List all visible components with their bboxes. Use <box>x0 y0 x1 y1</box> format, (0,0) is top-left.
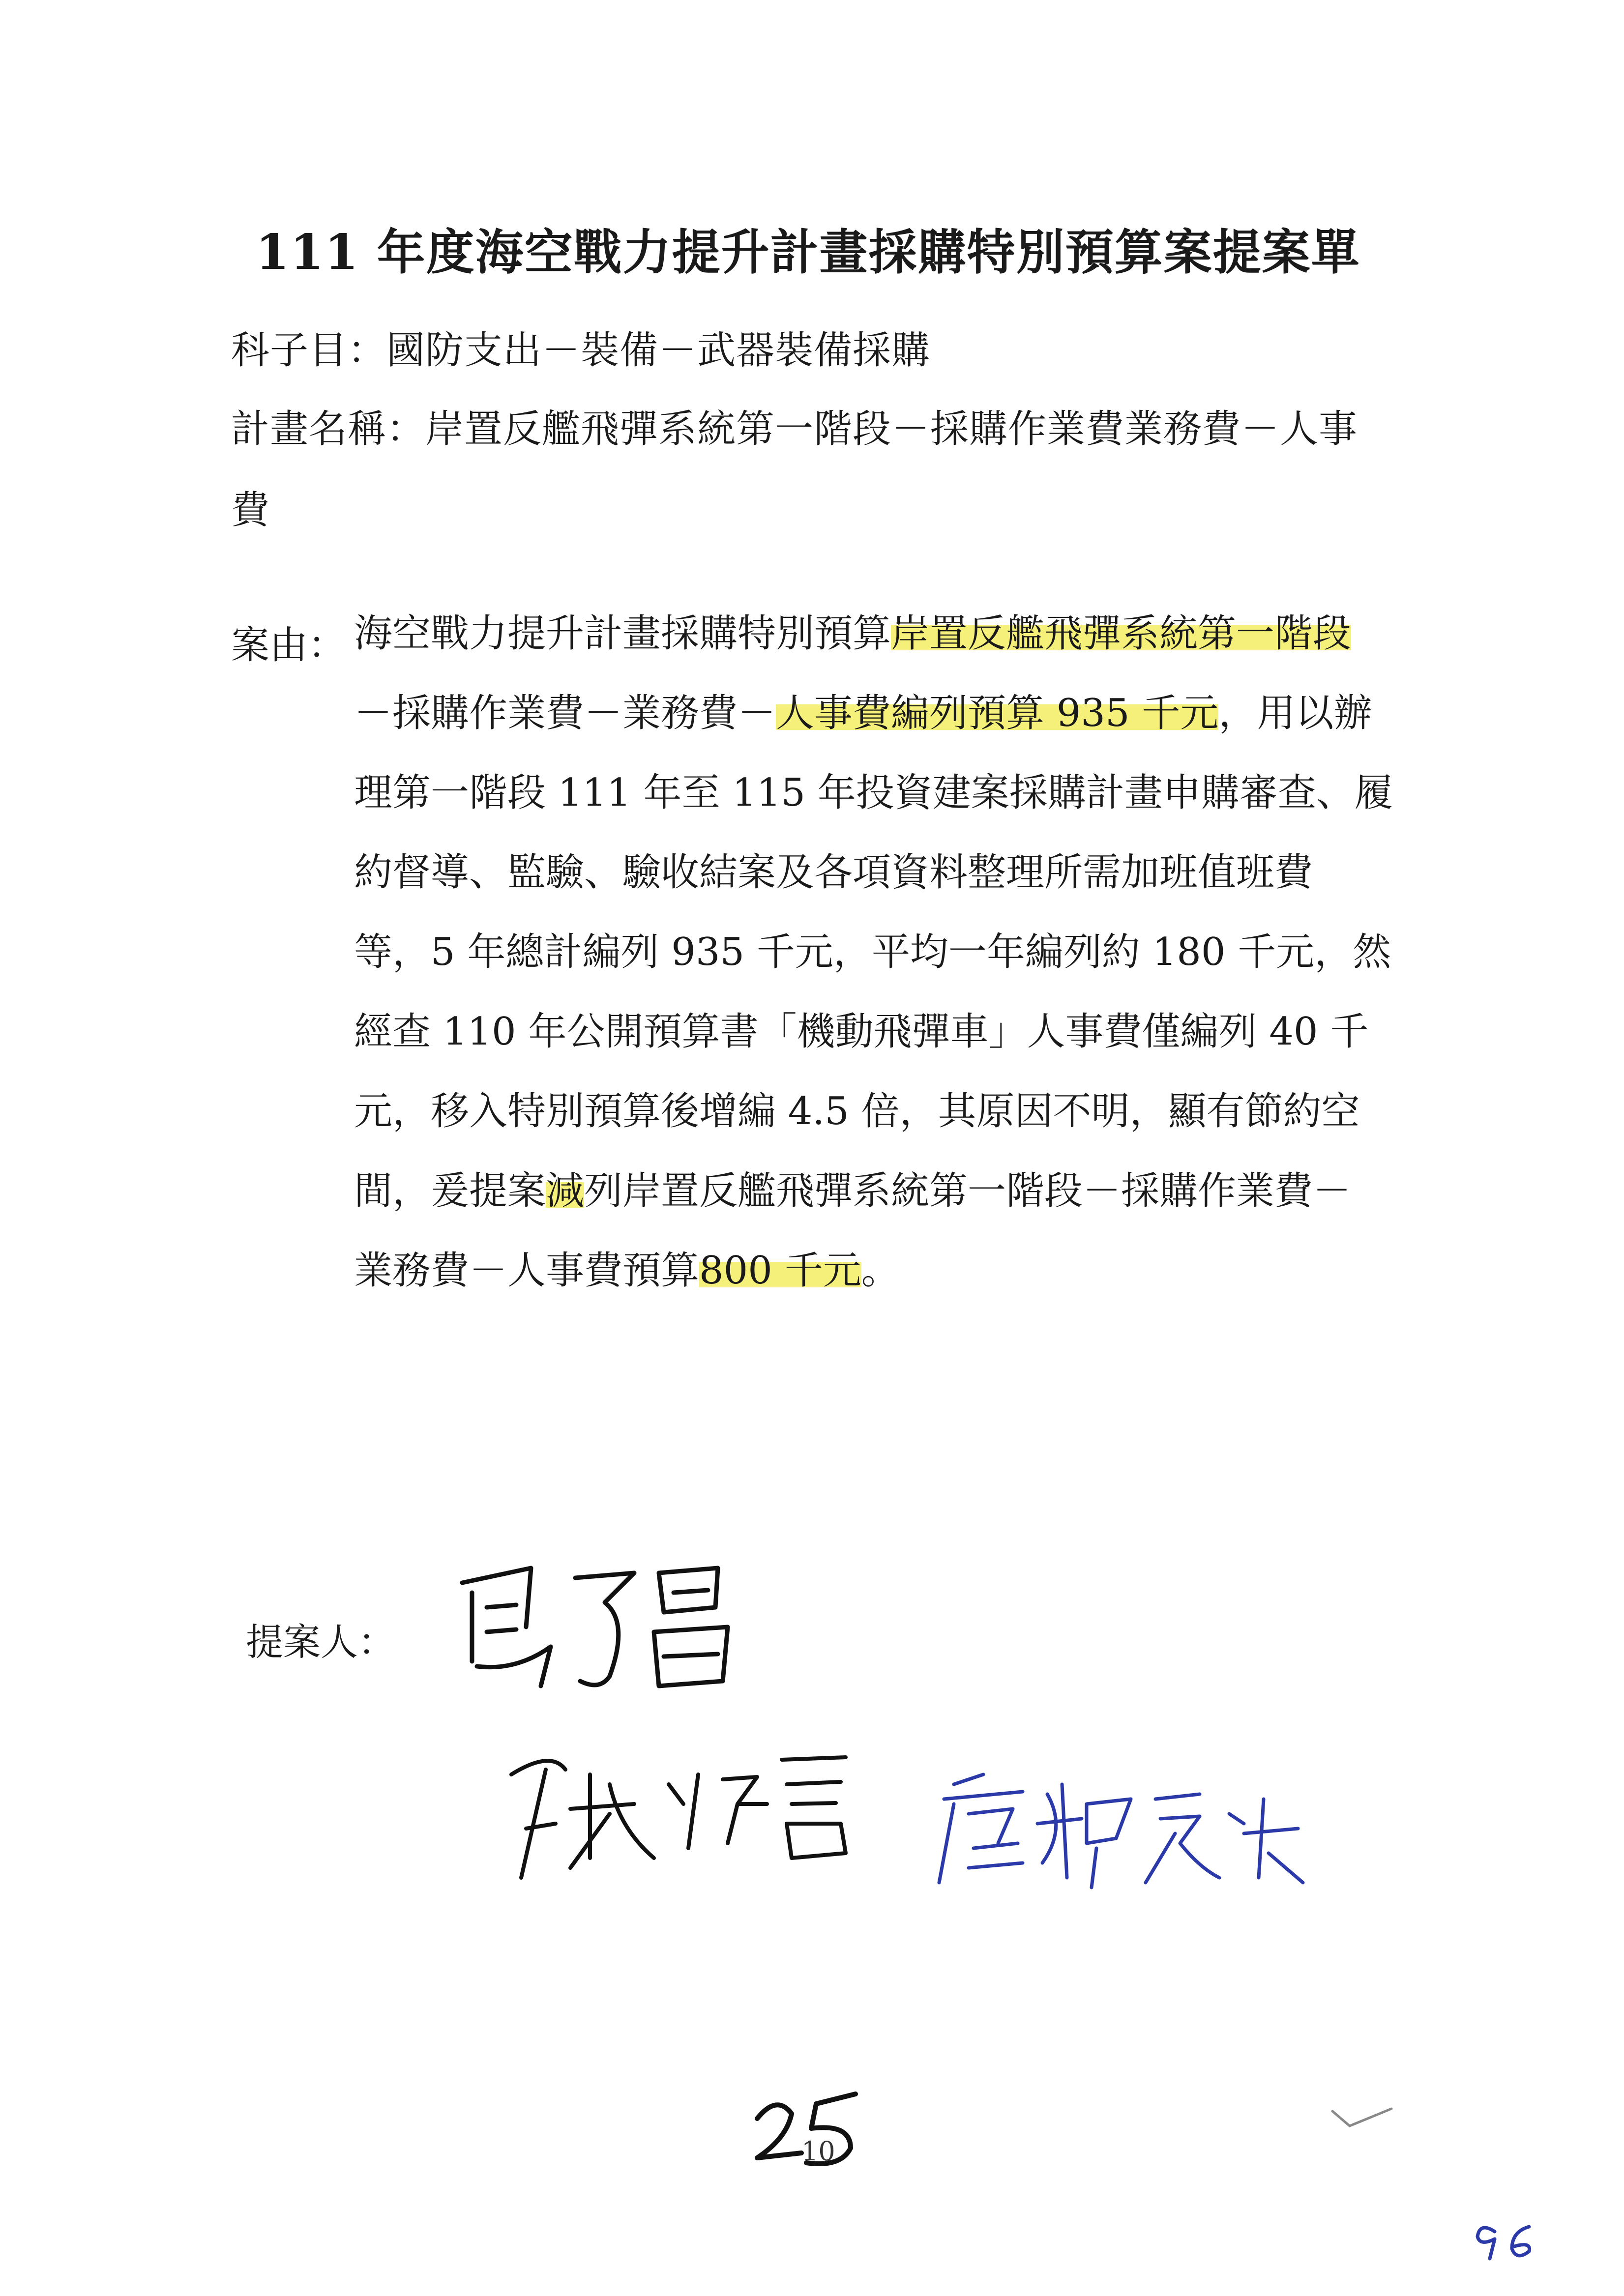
signature-1 <box>443 1548 777 1706</box>
plan-line-continued <box>231 479 270 534</box>
case-text: 業務費－人事費預算 <box>354 1249 700 1293</box>
case-line-8 <box>354 1151 1362 1231</box>
case-line-2 <box>354 673 1372 753</box>
proposer-label: 提案人： <box>246 1620 395 1664</box>
subject-line <box>231 320 930 375</box>
case-line-5: 等，5 年總計編列 935 千元，平均一年編列約 180 千元，然 <box>354 930 1391 974</box>
plan-value-continued: 費 <box>231 488 270 532</box>
case-text: －採購作業費－業務費－ <box>354 691 776 735</box>
case-text: 間，爰提案 <box>354 1169 546 1213</box>
case-body <box>354 594 1393 1310</box>
plan-label: 計畫名稱： <box>231 407 426 451</box>
corner-number <box>1465 2217 1544 2266</box>
case-line-4: 約督導、監驗、驗收結案及各項資料整理所需加班值班費 <box>354 850 1313 895</box>
highlighted-text: 岸置反艦飛彈系統第一階段 <box>891 611 1352 656</box>
case-line-3: 理第一階段 111 年至 115 年投資建案採購計畫申購審查、履 <box>354 771 1393 815</box>
check-mark-icon <box>1328 2104 1396 2133</box>
case-line-1 <box>354 594 1362 673</box>
case-label: 案由： <box>231 623 347 668</box>
subject-value: 國防支出－裝備－武器裝備採購 <box>386 328 931 373</box>
signature-3 <box>924 1755 1318 1902</box>
plan-value: 岸置反艦飛彈系統第一階段－採購作業費業務費－人事 <box>425 407 1358 451</box>
case-text: 列岸置反艦飛彈系統第一階段－採購作業費－ <box>584 1169 1352 1213</box>
highlighted-text: 減 <box>546 1169 585 1213</box>
case-text: 海空戰力提升計畫採購特別預算 <box>354 611 891 656</box>
case-line-7: 元，移入特別預算後增編 4.5 倍，其原因不明，顯有節約空 <box>354 1089 1360 1133</box>
case-line-6: 經查 110 年公開預算書「機動飛彈車」人事費僅編列 40 千 <box>354 1010 1369 1054</box>
case-line-9 <box>354 1231 1362 1310</box>
signature-2 <box>492 1730 885 1892</box>
case-text: ，用以辦 <box>1218 691 1372 735</box>
highlighted-text: 800 千元 <box>699 1249 861 1293</box>
subject-label: 科子目： <box>231 328 387 373</box>
case-text: 。 <box>861 1249 900 1293</box>
printed-page-number: 10 <box>801 2136 835 2167</box>
highlighted-text: 人事費編列預算 935 千元 <box>776 691 1219 735</box>
plan-line <box>231 398 1358 453</box>
document-title: 111 年度海空戰力提升計畫採購特別預算案提案單 <box>256 224 1360 281</box>
